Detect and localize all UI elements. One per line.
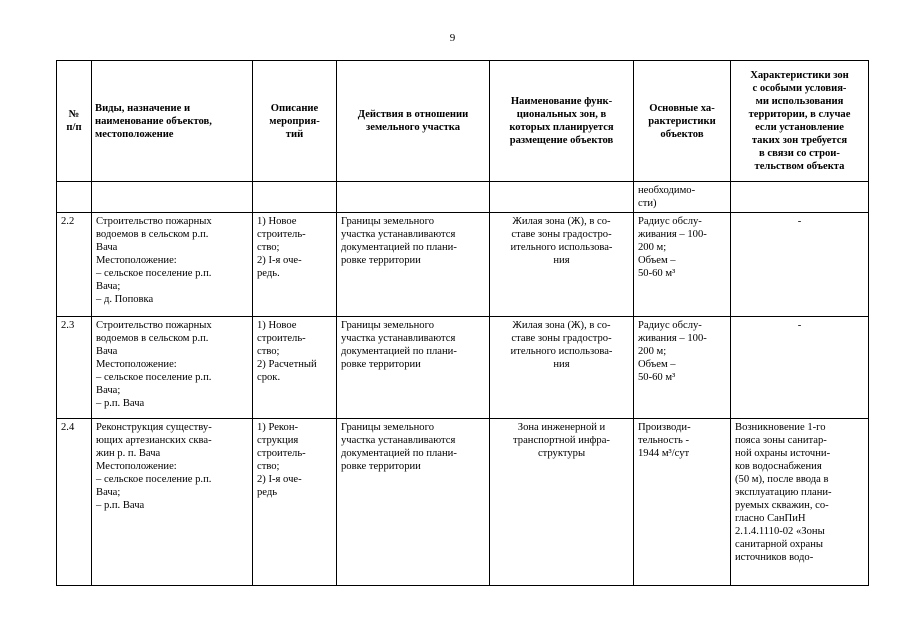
table-row — [57, 213, 869, 317]
measures: 1) Новое строитель- ство; 2) I-я оче- редь. — [253, 213, 337, 317]
measures: 1) Новое строитель- ство; 2) Расчетный срок. — [253, 317, 337, 419]
row-number: 2.2 — [57, 213, 92, 317]
special-zones: Возникновение 1-го пояса зоны санитар- ной охраны источни- ков водоснабжения (50 м), после ввода в эксплуатацию плани- руемых скважин, со- гласно СанПиН 2.1.4.1110-02 «Зоны санитарной охраны источников водо- — [731, 419, 869, 586]
table-header-row — [57, 61, 869, 182]
characteristics: Радиус обслу- живания – 100- 200 м; Объем – 50-60 м³ — [634, 213, 731, 317]
measures: 1) Рекон- струкция строитель- ство; 2) I-я оче- редь — [253, 419, 337, 586]
table-row — [57, 317, 869, 419]
characteristics: Производи- тельность - 1944 м³/сут — [634, 419, 731, 586]
land-actions: Границы земельного участка устанавливаются документацией по плани- ровке территории — [337, 317, 490, 419]
table-cell — [337, 182, 490, 213]
header-number: № п/п — [57, 61, 92, 182]
header-characteristics: Основные ха- рактеристики объектов — [634, 61, 731, 182]
table-cell: необходимо- сти) — [634, 182, 731, 213]
table-row-continuation — [57, 182, 869, 213]
table-cell — [92, 182, 253, 213]
header-special-zones: Характеристики зон с особыми условия- ми использования территории, в случае если установление таких зон требуется в связи со строи- тельством объекта — [731, 61, 869, 182]
objects-table — [56, 60, 869, 586]
table-row — [57, 419, 869, 586]
functional-zones: Жилая зона (Ж), в со- ставе зоны градостро- ительного использова- ния — [490, 213, 634, 317]
row-number: 2.3 — [57, 317, 92, 419]
characteristics: Радиус обслу- живания – 100- 200 м; Объем – 50-60 м³ — [634, 317, 731, 419]
land-actions: Границы земельного участка устанавливаются документацией по плани- ровке территории — [337, 213, 490, 317]
table-cell — [57, 182, 92, 213]
header-object-name: Виды, назначение и наименование объектов, местоположение — [92, 61, 253, 182]
object-name: Строительство пожарных водоемов в сельском р.п. Вача Местоположение: – сельское поселение р.п. Вача; – д. Поповка — [92, 213, 253, 317]
functional-zones: Жилая зона (Ж), в со- ставе зоны градостро- ительного использова- ния — [490, 317, 634, 419]
header-measures: Описание мероприя- тий — [253, 61, 337, 182]
header-land-actions: Действия в отношении земельного участка — [337, 61, 490, 182]
row-number: 2.4 — [57, 419, 92, 586]
object-name: Строительство пожарных водоемов в сельском р.п. Вача Местоположение: – сельское поселение р.п. Вача; – р.п. Вача — [92, 317, 253, 419]
page-number: 9 — [449, 32, 456, 44]
table-cell — [253, 182, 337, 213]
special-zones: - — [731, 213, 869, 317]
special-zones: - — [731, 317, 869, 419]
functional-zones: Зона инженерной и транспортной инфра- структуры — [490, 419, 634, 586]
object-name: Реконструкция существу- ющих артезианских сква- жин р. п. Вача Местоположение: – сельское поселение р.п. Вача; – р.п. Вача — [92, 419, 253, 586]
table-cell — [731, 182, 869, 213]
header-functional-zones: Наименование функ- циональных зон, в которых планируется размещение объектов — [490, 61, 634, 182]
table-cell — [490, 182, 634, 213]
land-actions: Границы земельного участка устанавливаются документацией по плани- ровке территории — [337, 419, 490, 586]
